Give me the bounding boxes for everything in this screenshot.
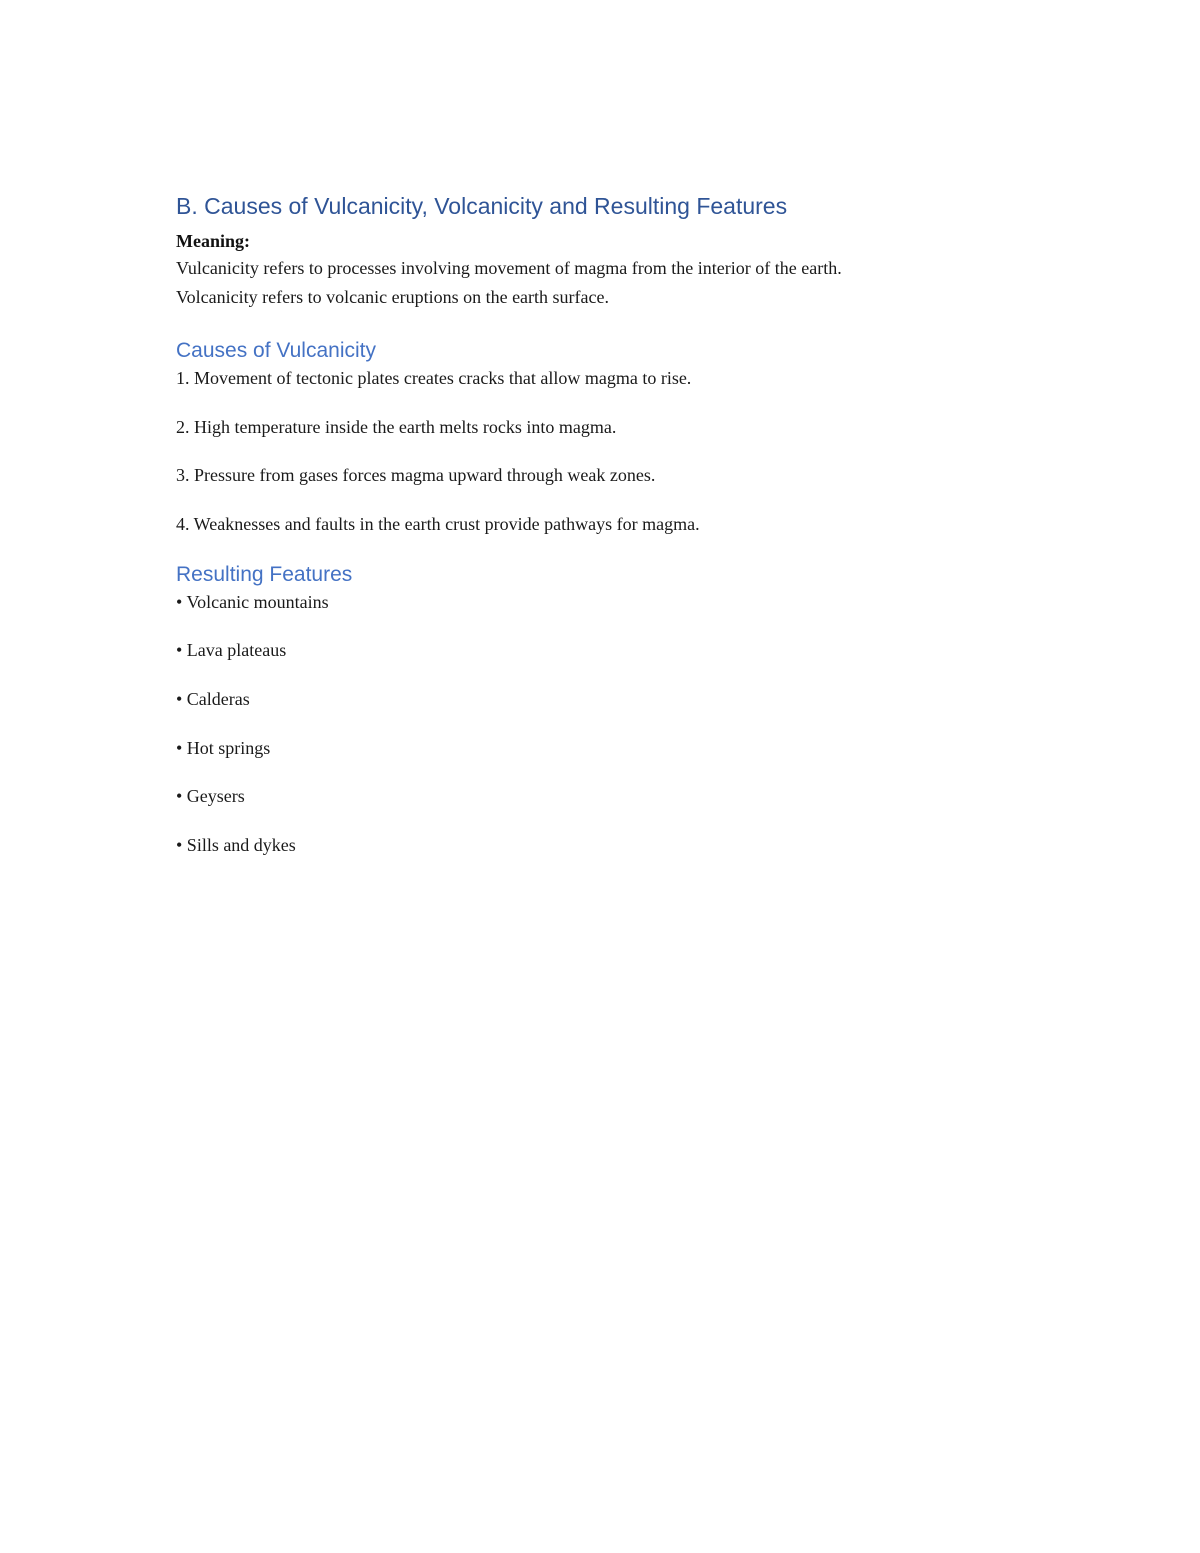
feature-item: • Geysers [176, 786, 245, 807]
causes-heading: Causes of Vulcanicity [176, 339, 376, 362]
meaning-line-vulcanicity: Vulcanicity refers to processes involving movement of magma from the interior of the earth. [176, 258, 842, 278]
cause-item: 3. Pressure from gases forces magma upward through weak zones. [176, 465, 656, 486]
feature-item: • Calderas [176, 688, 250, 709]
meaning-line-volcanicity: Volcanicity refers to volcanic eruptions on the earth surface. [176, 287, 610, 307]
feature-item: • Volcanic mountains [176, 591, 329, 612]
cause-item: 1. Movement of tectonic plates creates cracks that allow magma to rise. [176, 368, 692, 388]
cause-item: 2. High temperature inside the earth melts rocks into magma. [176, 416, 617, 437]
features-list [176, 590, 1076, 857]
feature-item: • Lava plateaus [176, 640, 287, 661]
feature-item: • Sills and dykes [176, 834, 296, 855]
document-content [176, 190, 1076, 857]
features-heading: Resulting Features [176, 562, 353, 586]
causes-list [176, 366, 1076, 536]
feature-item: • Hot springs [176, 737, 271, 758]
cause-item: 4. Weaknesses and faults in the earth crust provide pathways for magma. [176, 513, 700, 534]
meaning-label: Meaning: [176, 231, 250, 251]
page-title: B. Causes of Vulcanicity, Volcanicity and Resulting Features [176, 193, 788, 219]
